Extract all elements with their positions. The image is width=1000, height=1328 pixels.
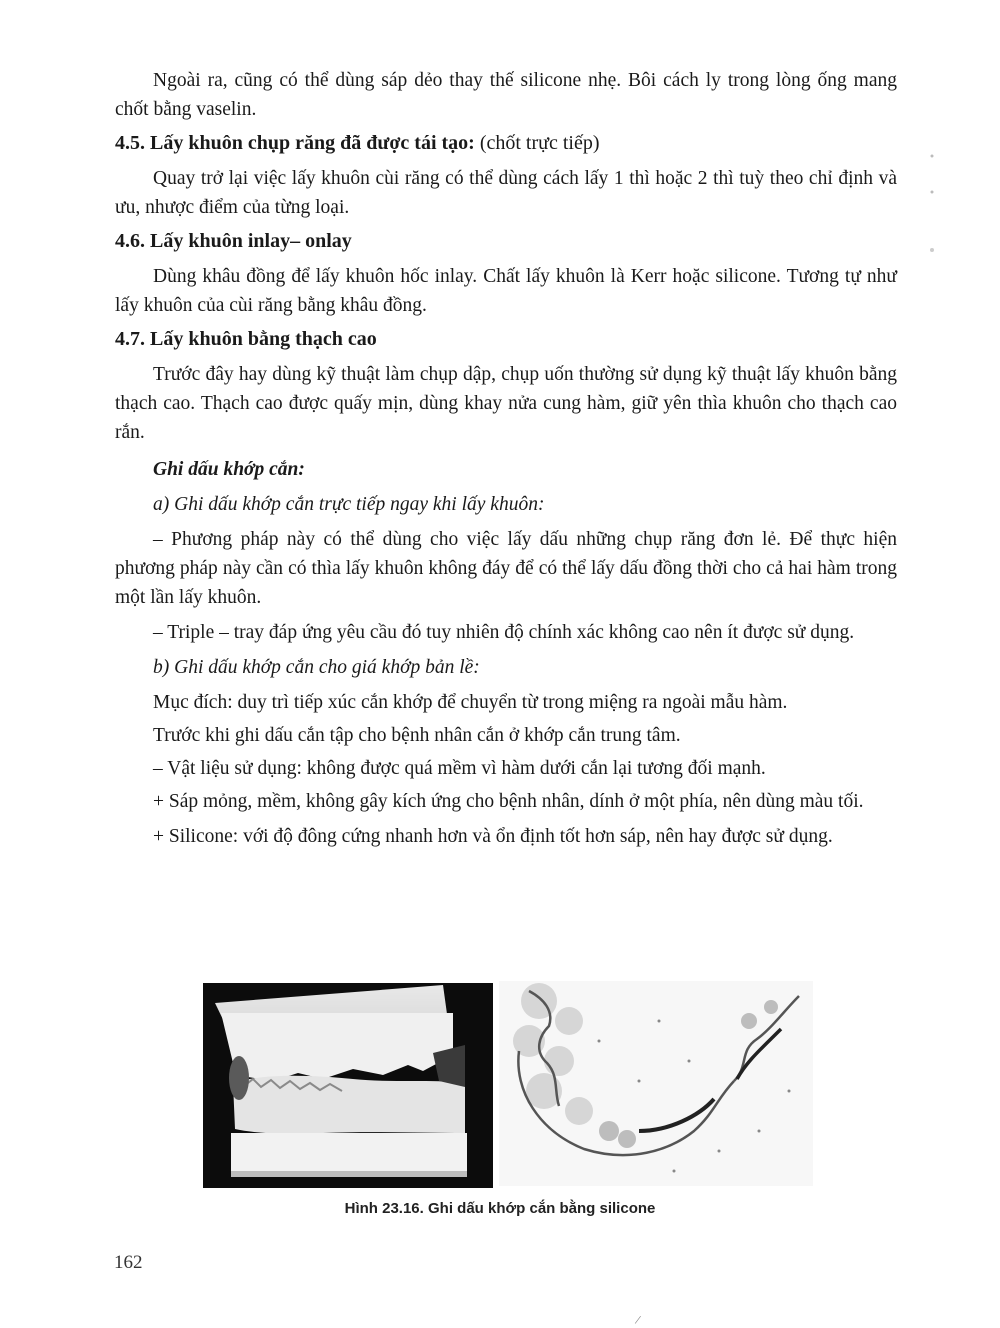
figure-photo-silicone-bite xyxy=(499,981,813,1186)
page-number: 162 xyxy=(114,1252,143,1273)
paragraph: Quay trở lại việc lấy khuôn cùi răng có thể dùng cách lấy 1 thì hoặc 2 thì tuỳ theo chỉ định và ưu, nhược điểm của từng loại. xyxy=(115,168,897,218)
subsection-title: Ghi dấu khớp cắn: xyxy=(153,459,305,480)
paragraph: + Silicone: với độ đông cứng nhanh hơn và ổn định tốt hơn sáp, nên hay được sử dụng. xyxy=(153,826,833,847)
paragraph: Trước khi ghi dấu cắn tập cho bệnh nhân cắn ở khớp cắn trung tâm. xyxy=(153,725,681,746)
paragraph: – Phương pháp này có thể dùng cho việc lấy dấu những chụp răng đơn lẻ. Để thực hiện phương pháp này cần có thìa lấy khuôn không đáy để có thể lấy dấu đồng thời cho cả hai hàm trong một lần lấy khuôn. xyxy=(115,529,897,608)
figure-photo-bite-models xyxy=(203,983,493,1188)
heading-text: 4.5. Lấy khuôn chụp răng đã được tái tạo: xyxy=(115,132,475,154)
subsection-b: b) Ghi dấu khớp cắn cho giá khớp bản lề: xyxy=(153,657,480,678)
page-body xyxy=(115,66,897,857)
heading-note: (chốt trực tiếp) xyxy=(474,132,600,154)
scan-mark: / xyxy=(633,1311,643,1328)
paragraph: Dùng khâu đồng để lấy khuôn hốc inlay. Chất lấy khuôn là Kerr hoặc silicone. Tương tự như lấy khuôn của cùi răng bằng khâu đồng. xyxy=(115,266,897,316)
paragraph: Trước đây hay dùng kỹ thuật làm chụp dập, chụp uốn thường sử dụng kỹ thuật lấy khuôn bằng thạch cao. Thạch cao được quấy mịn, dùng khay nửa cung hàm, giữ yên thìa khuôn cho thạch cao rắn. xyxy=(115,364,897,443)
paragraph: Mục đích: duy trì tiếp xúc cắn khớp để chuyển từ trong miệng ra ngoài mẫu hàm. xyxy=(153,692,788,713)
paragraph: Ngoài ra, cũng có thể dùng sáp dẻo thay thế silicone nhẹ. Bôi cách ly trong lòng ống mang chốt bằng vaselin. xyxy=(115,70,897,120)
section-heading-4-5 xyxy=(115,130,897,156)
section-heading-4-6: 4.6. Lấy khuôn inlay– onlay xyxy=(115,230,352,252)
figure-caption: Hình 23.16. Ghi dấu khớp cắn bằng silicone xyxy=(344,1200,656,1217)
section-heading-4-7: 4.7. Lấy khuôn bằng thạch cao xyxy=(115,328,377,350)
paragraph: – Triple – tray đáp ứng yêu cầu đó tuy nhiên độ chính xác không cao nên ít được sử dụng. xyxy=(153,622,855,643)
scan-specks xyxy=(928,150,936,280)
figure-23-16 xyxy=(203,983,813,1188)
subsection-a: a) Ghi dấu khớp cắn trực tiếp ngay khi lấy khuôn: xyxy=(153,494,545,515)
paragraph: + Sáp mỏng, mềm, không gây kích ứng cho bệnh nhân, dính ở một phía, nên dùng màu tối. xyxy=(153,791,864,812)
paragraph: – Vật liệu sử dụng: không được quá mềm vì hàm dưới cắn lại tương đối mạnh. xyxy=(153,758,766,779)
